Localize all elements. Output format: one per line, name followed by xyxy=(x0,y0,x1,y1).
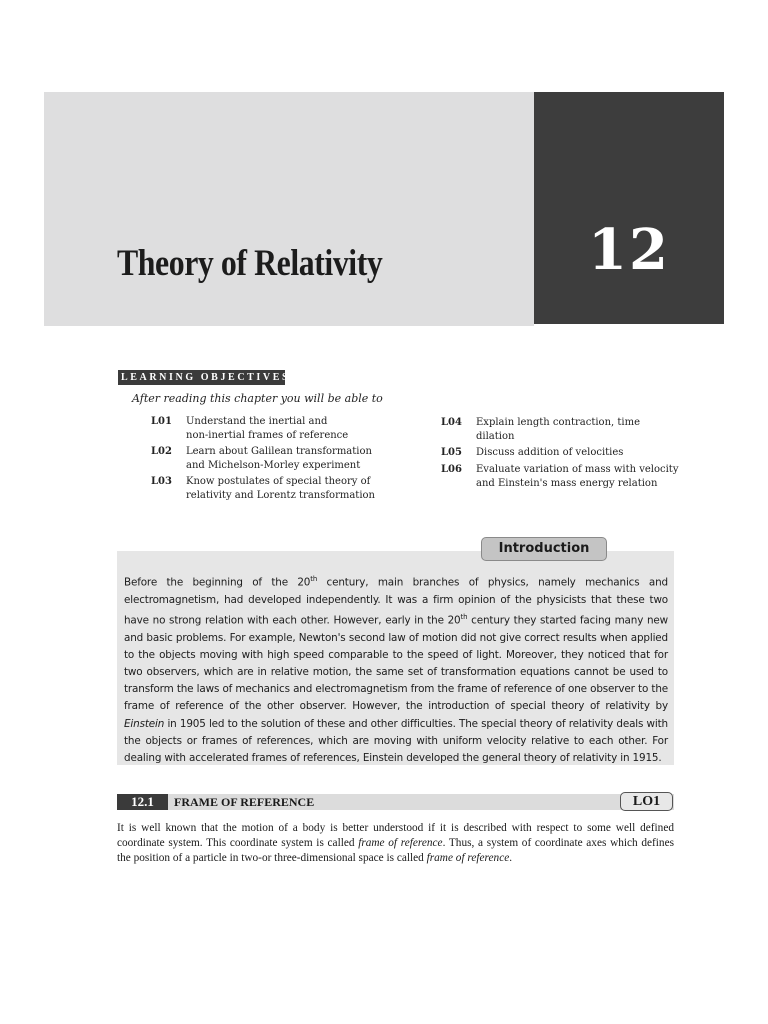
objective-code: L05 xyxy=(441,447,462,458)
objective-text: Understand the inertial and non-inertial frames of reference xyxy=(186,416,349,441)
introduction-heading: Introduction xyxy=(481,537,607,561)
objective-code: L03 xyxy=(151,476,172,487)
objective-text: Know postulates of special theory of relativity and Lorentz transformation xyxy=(186,476,375,501)
objective-text: Learn about Galilean transformation and Michelson-Morley experiment xyxy=(186,446,372,471)
objective-text: Evaluate variation of mass with velocity and Einstein's mass energy relation xyxy=(476,464,679,489)
introduction-text: Before the beginning of the 20th century, main branches of physics, namely mechanics and electromagnetism, had developed independently. It was a firm opinion of the physicists that these two have no strong relation with each other. However, early in the 20th century they started facing many new and basic problems. For example, Newton's second law of motion did not give correct results when applied to the objects moving with high speed comparable to the speed of light. Moreover, they noticed that for two observers, which are in relative motion, the same set of transformation equations cannot be used to transform the laws of mechanics and electromagnetism from the frame of reference of one observer to the frame of reference of the other observer. However, the introduction of special theory of relativity by Einstein in 1905 led to the solution of these and other difficulties. The special theory of relativity deals with the objects or frames of references, which are moving with uniform velocity relative to each other. For dealing with accelerated frames of references, Einstein developed the general theory of relativity in 1915. xyxy=(124,575,668,764)
section-body-text: It is well known that the motion of a body is better understood if it is described with respect to some well defined coordinate system. This coordinate system is called frame of reference. Thus, a system of coordinate axes which defines the position of a particle in two-or three-dimensional space is called frame of reference. xyxy=(117,822,674,864)
objective-code: L02 xyxy=(151,446,172,457)
section-title: FRAME OF REFERENCE xyxy=(174,795,315,809)
learning-objectives-header: LEARNING OBJECTIVES xyxy=(118,370,285,385)
chapter-number: 12 xyxy=(588,217,670,283)
chapter-number-box xyxy=(534,92,724,324)
objective-code: L06 xyxy=(441,464,462,475)
objective-code: L01 xyxy=(151,416,172,427)
learning-objectives-intro: After reading this chapter you will be able to xyxy=(132,392,383,405)
section-learning-objective-tag: LO1 xyxy=(620,792,673,811)
chapter-title: Theory of Relativity xyxy=(117,243,383,284)
section-number: 12.1 xyxy=(117,794,168,810)
objective-code: L04 xyxy=(441,417,462,428)
objective-text: Discuss addition of velocities xyxy=(476,447,624,458)
chapter-banner xyxy=(44,92,534,326)
objective-text: Explain length contraction, time dilation xyxy=(476,417,640,442)
